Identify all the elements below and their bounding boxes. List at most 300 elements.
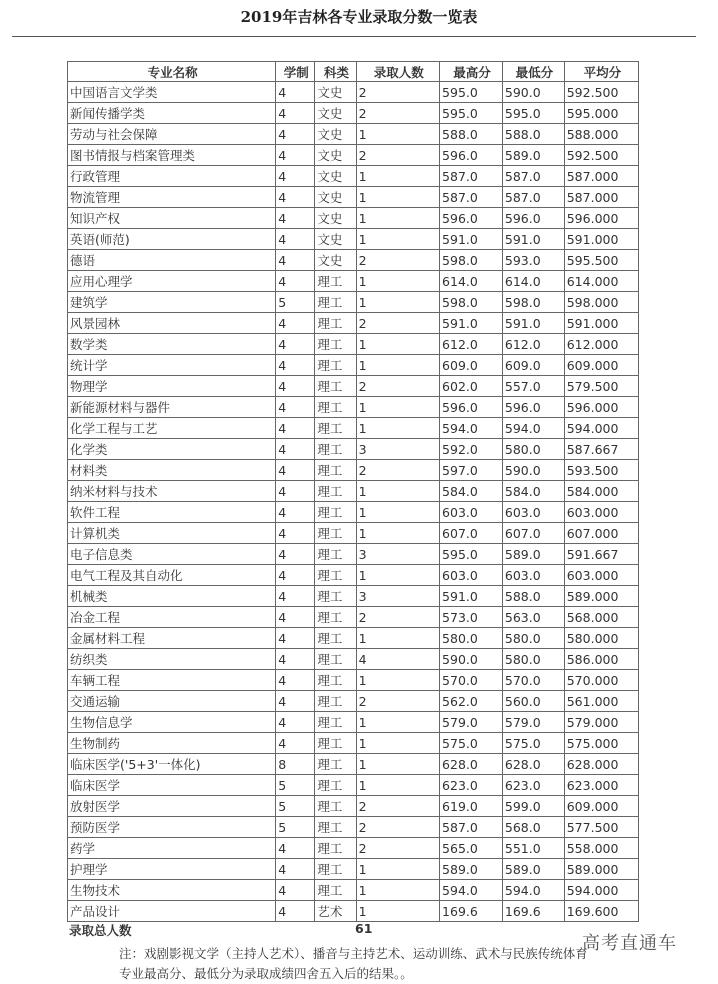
cell-avg-score: 592.500 — [564, 145, 638, 166]
cell-category: 理工 — [315, 481, 356, 502]
cell-duration: 4 — [276, 880, 315, 901]
cell-admitted: 1 — [356, 208, 439, 229]
cell-min-score: 614.0 — [502, 271, 564, 292]
cell-max-score: 575.0 — [440, 733, 503, 754]
cell-admitted: 1 — [356, 859, 439, 880]
header-max-score: 最高分 — [440, 62, 503, 82]
cell-avg-score: 596.000 — [564, 208, 638, 229]
total-value: 61 — [355, 921, 373, 936]
cell-max-score: 598.0 — [440, 250, 503, 271]
cell-admitted: 1 — [356, 334, 439, 355]
cell-max-score: 619.0 — [440, 796, 503, 817]
cell-max-score: 573.0 — [440, 607, 503, 628]
cell-category: 理工 — [315, 397, 356, 418]
cell-min-score: 584.0 — [502, 481, 564, 502]
cell-min-score: 587.0 — [502, 187, 564, 208]
table-row — [68, 292, 639, 313]
cell-category: 理工 — [315, 376, 356, 397]
table-row — [68, 817, 639, 838]
cell-avg-score: 592.500 — [564, 82, 638, 103]
cell-major: 临床医学('5+3'一体化) — [68, 754, 276, 775]
cell-avg-score: 623.000 — [564, 775, 638, 796]
cell-admitted: 2 — [356, 82, 439, 103]
table-row — [68, 796, 639, 817]
cell-category: 文史 — [315, 187, 356, 208]
cell-max-score: 595.0 — [440, 103, 503, 124]
cell-max-score: 591.0 — [440, 313, 503, 334]
cell-avg-score: 588.000 — [564, 124, 638, 145]
cell-major: 新能源材料与器件 — [68, 397, 276, 418]
cell-category: 理工 — [315, 880, 356, 901]
cell-admitted: 2 — [356, 691, 439, 712]
cell-category: 理工 — [315, 775, 356, 796]
cell-admitted: 3 — [356, 544, 439, 565]
cell-major: 劳动与社会保障 — [68, 124, 276, 145]
cell-min-score: 560.0 — [502, 691, 564, 712]
cell-min-score: 568.0 — [502, 817, 564, 838]
table-body — [68, 82, 639, 922]
cell-major: 生物信息学 — [68, 712, 276, 733]
cell-min-score: 591.0 — [502, 229, 564, 250]
cell-duration: 4 — [276, 355, 315, 376]
cell-max-score: 595.0 — [440, 544, 503, 565]
cell-min-score: 587.0 — [502, 166, 564, 187]
cell-avg-score: 570.000 — [564, 670, 638, 691]
cell-admitted: 2 — [356, 250, 439, 271]
header-major: 专业名称 — [68, 62, 276, 82]
cell-duration: 4 — [276, 82, 315, 103]
cell-duration: 4 — [276, 481, 315, 502]
footnote: 注：戏剧影视文学（主持人艺术）、播音与主持艺术、运动训练、武术与民族传统体育专业最高分、最低分为录取成绩四舍五入后的结果。。 — [119, 946, 588, 981]
cell-admitted: 1 — [356, 712, 439, 733]
table-row — [68, 229, 639, 250]
cell-category: 理工 — [315, 292, 356, 313]
cell-major: 中国语言文学类 — [68, 82, 276, 103]
cell-min-score: 593.0 — [502, 250, 564, 271]
cell-duration: 4 — [276, 502, 315, 523]
cell-avg-score: 591.667 — [564, 544, 638, 565]
cell-major: 物流管理 — [68, 187, 276, 208]
cell-duration: 4 — [276, 334, 315, 355]
cell-duration: 4 — [276, 124, 315, 145]
cell-major: 生物技术 — [68, 880, 276, 901]
cell-admitted: 1 — [356, 271, 439, 292]
cell-major: 新闻传播学类 — [68, 103, 276, 124]
cell-major: 预防医学 — [68, 817, 276, 838]
cell-major: 建筑学 — [68, 292, 276, 313]
cell-min-score: 589.0 — [502, 544, 564, 565]
cell-duration: 5 — [276, 292, 315, 313]
cell-min-score: 612.0 — [502, 334, 564, 355]
cell-major: 护理学 — [68, 859, 276, 880]
header-duration: 学制 — [276, 62, 315, 82]
cell-major: 英语(师范) — [68, 229, 276, 250]
divider — [12, 36, 696, 37]
cell-major: 临床医学 — [68, 775, 276, 796]
cell-category: 理工 — [315, 271, 356, 292]
table-row — [68, 712, 639, 733]
cell-category: 理工 — [315, 418, 356, 439]
cell-avg-score: 596.000 — [564, 397, 638, 418]
cell-min-score: 609.0 — [502, 355, 564, 376]
cell-major: 化学工程与工艺 — [68, 418, 276, 439]
cell-avg-score: 614.000 — [564, 271, 638, 292]
cell-major: 材料类 — [68, 460, 276, 481]
cell-admitted: 4 — [356, 649, 439, 670]
table-row — [68, 124, 639, 145]
cell-max-score: 169.6 — [440, 901, 503, 922]
cell-min-score: 599.0 — [502, 796, 564, 817]
cell-admitted: 2 — [356, 313, 439, 334]
cell-min-score: 580.0 — [502, 628, 564, 649]
cell-major: 纳米材料与技术 — [68, 481, 276, 502]
cell-admitted: 1 — [356, 502, 439, 523]
table-row — [68, 565, 639, 586]
cell-duration: 4 — [276, 523, 315, 544]
cell-max-score: 597.0 — [440, 460, 503, 481]
cell-max-score: 565.0 — [440, 838, 503, 859]
cell-avg-score: 603.000 — [564, 502, 638, 523]
table-row — [68, 208, 639, 229]
cell-major: 金属材料工程 — [68, 628, 276, 649]
cell-max-score: 587.0 — [440, 166, 503, 187]
table-row — [68, 145, 639, 166]
cell-max-score: 603.0 — [440, 502, 503, 523]
cell-category: 理工 — [315, 355, 356, 376]
cell-duration: 4 — [276, 271, 315, 292]
cell-avg-score: 587.667 — [564, 439, 638, 460]
cell-avg-score: 575.000 — [564, 733, 638, 754]
cell-min-score: 588.0 — [502, 124, 564, 145]
cell-avg-score: 612.000 — [564, 334, 638, 355]
table-row — [68, 838, 639, 859]
cell-category: 理工 — [315, 565, 356, 586]
cell-min-score: 589.0 — [502, 859, 564, 880]
table-row — [68, 481, 639, 502]
cell-max-score: 587.0 — [440, 187, 503, 208]
table-row — [68, 649, 639, 670]
cell-duration: 4 — [276, 418, 315, 439]
cell-duration: 8 — [276, 754, 315, 775]
cell-max-score: 579.0 — [440, 712, 503, 733]
cell-avg-score: 607.000 — [564, 523, 638, 544]
table-row — [68, 250, 639, 271]
cell-max-score: 591.0 — [440, 586, 503, 607]
cell-admitted: 1 — [356, 166, 439, 187]
cell-min-score: 570.0 — [502, 670, 564, 691]
table-row — [68, 523, 639, 544]
cell-category: 艺术 — [315, 901, 356, 922]
cell-max-score: 596.0 — [440, 208, 503, 229]
cell-max-score: 598.0 — [440, 292, 503, 313]
table-row — [68, 397, 639, 418]
cell-category: 理工 — [315, 859, 356, 880]
table-row — [68, 460, 639, 481]
cell-category: 理工 — [315, 460, 356, 481]
cell-avg-score: 580.000 — [564, 628, 638, 649]
cell-max-score: 607.0 — [440, 523, 503, 544]
cell-max-score: 596.0 — [440, 397, 503, 418]
table-row — [68, 334, 639, 355]
cell-max-score: 570.0 — [440, 670, 503, 691]
cell-duration: 4 — [276, 103, 315, 124]
cell-min-score: 603.0 — [502, 565, 564, 586]
table-row — [68, 754, 639, 775]
cell-category: 理工 — [315, 439, 356, 460]
cell-min-score: 623.0 — [502, 775, 564, 796]
cell-avg-score: 609.000 — [564, 355, 638, 376]
cell-category: 文史 — [315, 145, 356, 166]
cell-avg-score: 603.000 — [564, 565, 638, 586]
table-row — [68, 901, 639, 922]
cell-major: 产品设计 — [68, 901, 276, 922]
table-row — [68, 607, 639, 628]
cell-major: 纺织类 — [68, 649, 276, 670]
cell-category: 理工 — [315, 712, 356, 733]
cell-admitted: 1 — [356, 292, 439, 313]
table-row — [68, 439, 639, 460]
cell-max-score: 562.0 — [440, 691, 503, 712]
cell-avg-score: 594.000 — [564, 880, 638, 901]
cell-max-score: 584.0 — [440, 481, 503, 502]
cell-admitted: 1 — [356, 229, 439, 250]
cell-category: 理工 — [315, 670, 356, 691]
cell-major: 电气工程及其自动化 — [68, 565, 276, 586]
cell-avg-score: 558.000 — [564, 838, 638, 859]
cell-major: 统计学 — [68, 355, 276, 376]
cell-avg-score: 598.000 — [564, 292, 638, 313]
cell-admitted: 1 — [356, 775, 439, 796]
cell-avg-score: 595.500 — [564, 250, 638, 271]
cell-duration: 4 — [276, 229, 315, 250]
cell-category: 理工 — [315, 754, 356, 775]
cell-avg-score: 568.000 — [564, 607, 638, 628]
cell-major: 图书情报与档案管理类 — [68, 145, 276, 166]
cell-min-score: 575.0 — [502, 733, 564, 754]
cell-category: 理工 — [315, 313, 356, 334]
cell-major: 机械类 — [68, 586, 276, 607]
table-row — [68, 271, 639, 292]
cell-min-score: 594.0 — [502, 418, 564, 439]
cell-avg-score: 589.000 — [564, 859, 638, 880]
cell-avg-score: 609.000 — [564, 796, 638, 817]
cell-max-score: 589.0 — [440, 859, 503, 880]
cell-admitted: 2 — [356, 376, 439, 397]
table-row — [68, 187, 639, 208]
cell-max-score: 592.0 — [440, 439, 503, 460]
cell-max-score: 623.0 — [440, 775, 503, 796]
cell-major: 风景园林 — [68, 313, 276, 334]
cell-admitted: 1 — [356, 355, 439, 376]
cell-admitted: 1 — [356, 124, 439, 145]
cell-max-score: 612.0 — [440, 334, 503, 355]
cell-admitted: 2 — [356, 460, 439, 481]
table-row — [68, 670, 639, 691]
cell-max-score: 602.0 — [440, 376, 503, 397]
table-row — [68, 355, 639, 376]
cell-max-score: 594.0 — [440, 418, 503, 439]
cell-category: 理工 — [315, 649, 356, 670]
cell-category: 理工 — [315, 628, 356, 649]
cell-duration: 4 — [276, 439, 315, 460]
cell-major: 化学类 — [68, 439, 276, 460]
table-row — [68, 775, 639, 796]
cell-major: 软件工程 — [68, 502, 276, 523]
cell-major: 电子信息类 — [68, 544, 276, 565]
cell-max-score: 587.0 — [440, 817, 503, 838]
table-row — [68, 103, 639, 124]
cell-max-score: 594.0 — [440, 880, 503, 901]
cell-admitted: 2 — [356, 796, 439, 817]
cell-avg-score: 594.000 — [564, 418, 638, 439]
cell-category: 文史 — [315, 250, 356, 271]
cell-min-score: 590.0 — [502, 460, 564, 481]
cell-admitted: 1 — [356, 397, 439, 418]
cell-duration: 4 — [276, 691, 315, 712]
cell-admitted: 1 — [356, 880, 439, 901]
cell-duration: 4 — [276, 712, 315, 733]
table-row — [68, 544, 639, 565]
cell-duration: 4 — [276, 586, 315, 607]
cell-avg-score: 589.000 — [564, 586, 638, 607]
cell-major: 知识产权 — [68, 208, 276, 229]
cell-major: 冶金工程 — [68, 607, 276, 628]
cell-admitted: 2 — [356, 817, 439, 838]
cell-avg-score: 579.000 — [564, 712, 638, 733]
cell-min-score: 563.0 — [502, 607, 564, 628]
cell-avg-score: 577.500 — [564, 817, 638, 838]
cell-admitted: 3 — [356, 586, 439, 607]
cell-avg-score: 628.000 — [564, 754, 638, 775]
table-row — [68, 691, 639, 712]
cell-max-score: 591.0 — [440, 229, 503, 250]
header-avg-score: 平均分 — [564, 62, 638, 82]
cell-admitted: 3 — [356, 439, 439, 460]
cell-duration: 4 — [276, 187, 315, 208]
cell-admitted: 1 — [356, 754, 439, 775]
cell-major: 行政管理 — [68, 166, 276, 187]
cell-admitted: 1 — [356, 523, 439, 544]
header-admitted: 录取人数 — [356, 62, 439, 82]
cell-min-score: 603.0 — [502, 502, 564, 523]
cell-duration: 4 — [276, 607, 315, 628]
cell-min-score: 598.0 — [502, 292, 564, 313]
cell-avg-score: 595.000 — [564, 103, 638, 124]
cell-duration: 4 — [276, 145, 315, 166]
cell-max-score: 603.0 — [440, 565, 503, 586]
cell-admitted: 2 — [356, 145, 439, 166]
cell-avg-score: 591.000 — [564, 229, 638, 250]
cell-admitted: 1 — [356, 670, 439, 691]
cell-avg-score: 561.000 — [564, 691, 638, 712]
cell-max-score: 580.0 — [440, 628, 503, 649]
cell-category: 理工 — [315, 817, 356, 838]
cell-admitted: 1 — [356, 733, 439, 754]
cell-duration: 5 — [276, 775, 315, 796]
cell-min-score: 557.0 — [502, 376, 564, 397]
cell-admitted: 1 — [356, 187, 439, 208]
table-row — [68, 733, 639, 754]
cell-duration: 4 — [276, 901, 315, 922]
cell-category: 文史 — [315, 166, 356, 187]
cell-duration: 4 — [276, 859, 315, 880]
cell-admitted: 1 — [356, 628, 439, 649]
cell-category: 理工 — [315, 502, 356, 523]
cell-min-score: 596.0 — [502, 397, 564, 418]
cell-category: 理工 — [315, 733, 356, 754]
cell-category: 理工 — [315, 544, 356, 565]
cell-max-score: 596.0 — [440, 145, 503, 166]
cell-category: 文史 — [315, 208, 356, 229]
table-row — [68, 502, 639, 523]
cell-category: 理工 — [315, 691, 356, 712]
cell-category: 理工 — [315, 334, 356, 355]
cell-min-score: 590.0 — [502, 82, 564, 103]
cell-duration: 4 — [276, 313, 315, 334]
cell-category: 理工 — [315, 838, 356, 859]
cell-duration: 4 — [276, 376, 315, 397]
cell-max-score: 595.0 — [440, 82, 503, 103]
cell-min-score: 595.0 — [502, 103, 564, 124]
cell-category: 理工 — [315, 607, 356, 628]
cell-avg-score: 584.000 — [564, 481, 638, 502]
table-row — [68, 880, 639, 901]
cell-duration: 5 — [276, 796, 315, 817]
cell-duration: 4 — [276, 208, 315, 229]
cell-category: 文史 — [315, 229, 356, 250]
table-row — [68, 859, 639, 880]
cell-category: 文史 — [315, 124, 356, 145]
cell-avg-score: 579.500 — [564, 376, 638, 397]
table-row — [68, 166, 639, 187]
cell-duration: 4 — [276, 628, 315, 649]
table-row — [68, 586, 639, 607]
cell-max-score: 609.0 — [440, 355, 503, 376]
cell-admitted: 1 — [356, 901, 439, 922]
cell-category: 文史 — [315, 103, 356, 124]
cell-major: 物理学 — [68, 376, 276, 397]
cell-min-score: 589.0 — [502, 145, 564, 166]
score-table — [67, 61, 639, 922]
cell-major: 车辆工程 — [68, 670, 276, 691]
cell-avg-score: 169.600 — [564, 901, 638, 922]
cell-avg-score: 586.000 — [564, 649, 638, 670]
cell-duration: 4 — [276, 166, 315, 187]
header-category: 科类 — [315, 62, 356, 82]
cell-min-score: 596.0 — [502, 208, 564, 229]
cell-max-score: 590.0 — [440, 649, 503, 670]
cell-admitted: 1 — [356, 481, 439, 502]
cell-min-score: 591.0 — [502, 313, 564, 334]
cell-min-score: 580.0 — [502, 649, 564, 670]
cell-min-score: 579.0 — [502, 712, 564, 733]
cell-duration: 4 — [276, 670, 315, 691]
cell-max-score: 628.0 — [440, 754, 503, 775]
cell-major: 放射医学 — [68, 796, 276, 817]
cell-major: 计算机类 — [68, 523, 276, 544]
cell-category: 理工 — [315, 523, 356, 544]
cell-admitted: 2 — [356, 838, 439, 859]
table-row — [68, 82, 639, 103]
cell-max-score: 614.0 — [440, 271, 503, 292]
table-row — [68, 628, 639, 649]
cell-duration: 4 — [276, 397, 315, 418]
cell-max-score: 588.0 — [440, 124, 503, 145]
cell-admitted: 2 — [356, 607, 439, 628]
cell-major: 交通运输 — [68, 691, 276, 712]
cell-major: 数学类 — [68, 334, 276, 355]
cell-duration: 4 — [276, 460, 315, 481]
